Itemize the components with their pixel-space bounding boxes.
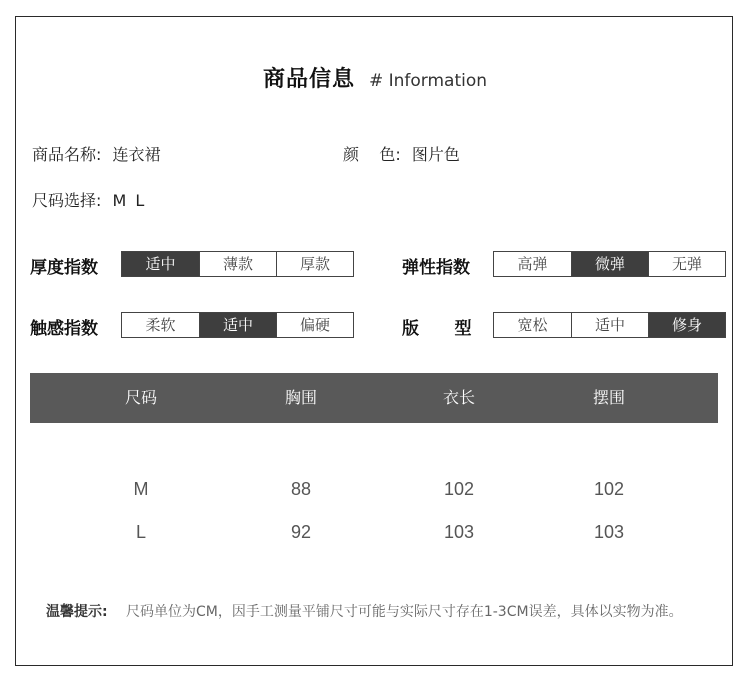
thickness-option: 适中 bbox=[122, 252, 199, 276]
table-cell: M bbox=[133, 479, 149, 499]
product-color-row bbox=[343, 142, 460, 165]
table-header-chest: 胸围 bbox=[284, 388, 317, 407]
table-cell: 102 bbox=[443, 479, 475, 499]
thickness-option: 薄款 bbox=[199, 252, 276, 276]
fit-option: 宽松 bbox=[517, 316, 548, 334]
feel-label: 触感指数 bbox=[30, 319, 98, 339]
size-table-header bbox=[30, 373, 718, 423]
feel-option: 偏硬 bbox=[276, 313, 353, 337]
warm-tip-text: 尺码单位为CM，因手工测量平铺尺寸可能与实际尺寸存在1-3CM误差，具体以实物为准。 bbox=[126, 604, 683, 620]
fit-option: 修身 bbox=[648, 313, 725, 337]
table-cell: 88 bbox=[290, 479, 312, 499]
warm-tip bbox=[46, 601, 726, 623]
feel-options bbox=[121, 312, 354, 338]
table-header-size: 尺码 bbox=[124, 388, 157, 407]
title-english: # Information bbox=[368, 71, 488, 91]
table-cell: 102 bbox=[593, 479, 625, 499]
size-selection-label: 尺码选择: bbox=[32, 191, 102, 210]
warm-tip-label: 温馨提示: bbox=[46, 604, 108, 620]
size-selection-value: M L bbox=[112, 191, 147, 210]
elasticity-option: 无弹 bbox=[648, 252, 725, 276]
size-selection-row bbox=[32, 188, 146, 211]
title-chinese: 商品信息 bbox=[262, 67, 355, 92]
fit-label: 版 型 bbox=[402, 319, 472, 339]
table-cell: L bbox=[135, 522, 146, 542]
product-color-value: 图片色 bbox=[411, 145, 460, 164]
elasticity-label: 弹性指数 bbox=[402, 258, 470, 278]
thickness-options bbox=[121, 251, 354, 277]
thickness-label: 厚度指数 bbox=[30, 258, 98, 278]
product-name-row bbox=[32, 142, 161, 165]
thickness-option: 厚款 bbox=[276, 252, 353, 276]
product-info-frame bbox=[15, 16, 733, 666]
elasticity-option: 微弹 bbox=[571, 252, 648, 276]
elasticity-options bbox=[493, 251, 726, 277]
product-color-label: 颜 色: bbox=[343, 145, 401, 164]
product-name-value: 连衣裙 bbox=[112, 145, 161, 164]
elasticity-option: 高弹 bbox=[517, 255, 548, 273]
page-title bbox=[0, 62, 750, 93]
table-cell: 92 bbox=[290, 522, 312, 542]
feel-option: 柔软 bbox=[145, 316, 176, 334]
table-cell: 103 bbox=[443, 522, 475, 542]
fit-option: 适中 bbox=[571, 313, 648, 337]
fit-options bbox=[493, 312, 726, 338]
feel-option: 适中 bbox=[199, 313, 276, 337]
table-header-length: 衣长 bbox=[442, 388, 475, 407]
product-name-label: 商品名称: bbox=[32, 145, 102, 164]
table-cell: 103 bbox=[593, 522, 625, 542]
table-header-hem: 摆围 bbox=[592, 388, 625, 407]
